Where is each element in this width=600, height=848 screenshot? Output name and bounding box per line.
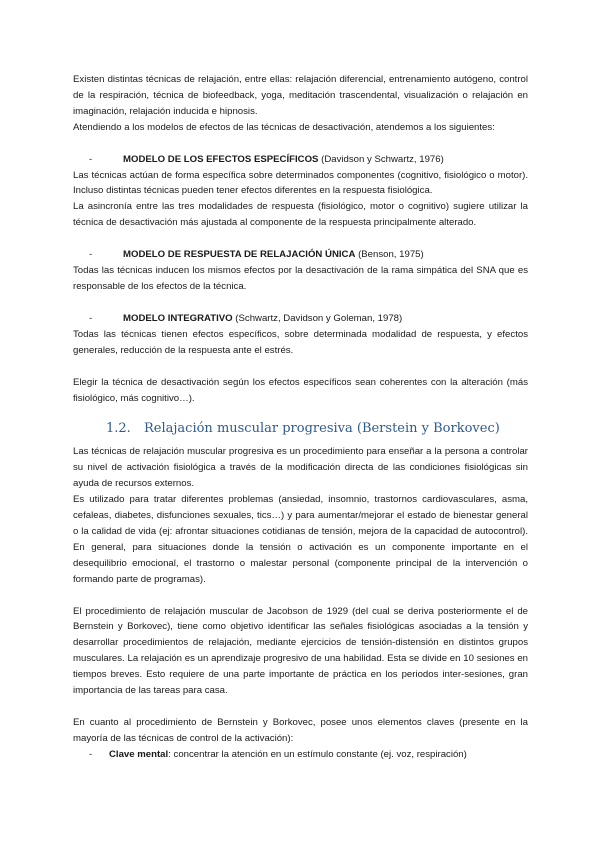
bullet-dash: - xyxy=(89,153,93,165)
model-heading-specific xyxy=(73,152,528,168)
bullet-dash: - xyxy=(89,249,93,261)
model-title: MODELO INTEGRATIVO xyxy=(123,312,233,324)
model-citation: (Schwartz, Davidson y Goleman, 1978) xyxy=(235,312,403,324)
model-title: MODELO DE RESPUESTA DE RELAJACIÓN ÚNICA xyxy=(123,249,356,261)
list-item-label: Clave mental xyxy=(109,748,169,760)
model-description: Todas las técnicas tienen efectos específicos, sobre determinada modalidad de respuesta, y efectos generales, reducción de la respuesta ante el estrés. xyxy=(73,328,528,356)
model-title: MODELO DE LOS EFECTOS ESPECÍFICOS xyxy=(123,153,319,165)
model-description: La asincronía entre las tres modalidades de respuesta (fisiológico, motor o cognitivo) sugiere utilizar la técnica de desactivación más ajustada al componente de la respuesta principalmente alterado. xyxy=(73,201,528,229)
choose-paragraph: Elegir la técnica de desactivación según los efectos específicos sean coherentes con la alteración (más fisiológico, más cognitivo…). xyxy=(73,376,528,404)
list-item-text: : concentrar la atención en un estímulo constante (ej. voz, respiración) xyxy=(168,748,467,760)
bullet-dash: - xyxy=(89,312,93,324)
intro-lead-paragraph: Atendiendo a los modelos de efectos de las técnicas de desactivación, atendemos a los siguientes: xyxy=(73,121,495,133)
body-paragraph: Es utilizado para tratar diferentes problemas (ansiedad, insomnio, trastornos cardiovasculares, asma, cefaleas, diabetes, disfunciones sexuales, tics…) y para aumentar/mejorar el estado de bienestar general o la calidad de vida (ej: afrontar situaciones cotidianas de tensión, mejora de la capacidad de autocontrol). En general, para situaciones donde la tensión o activación es un componente importante en el desequilibrio emocional, el trastorno o malestar personal (componente principal de la intervención o formando parte de programas). xyxy=(73,494,528,585)
section-number: 1.2. xyxy=(106,421,131,437)
bullet-dash: - xyxy=(89,748,93,760)
body-paragraph: El procedimiento de relajación muscular de Jacobson de 1929 (del cual se deriva posteriormente el de Bernstein y Borkovec), tiene como objetivo identificar las señales fisiológicas asociadas a la tensión y desarrollar procedimientos de relajación, mediante ejercicios de tensión-distensión en distintos grupos musculares. La relajación es un aprendizaje progresivo de una habilidad. Esta se divide en 10 sesiones en tiempos breves. Esto requiere de una parte importante de práctica en los periodos inter-sesiones, gran importancia de las tareas para casa. xyxy=(73,605,528,697)
body-paragraph: Las técnicas de relajación muscular progresiva es un procedimiento para enseñar a la persona a controlar su nivel de activación fisiológica a través de la modificación directa de las condiciones fisiológicas sin ayuda de recursos externos. xyxy=(73,446,528,490)
section-heading xyxy=(106,420,528,438)
model-citation: (Davidson y Schwartz, 1976) xyxy=(321,153,444,165)
intro-paragraph: Existen distintas técnicas de relajación, entre ellas: relajación diferencial, entrenamiento autógeno, control de la respiración, técnica de biofeedback, yoga, meditación trascendental, visualización o relajación en imaginación, relajación inducida e hipnosis. xyxy=(73,74,528,117)
model-description: Las técnicas actúan de forma específica sobre determinados componentes (cognitivo, fisiológico o motor). Incluso distintas técnicas pueden tener efectos diferentes en la respuesta fisiológica. xyxy=(73,169,528,197)
model-description: Todas las técnicas inducen los mismos efectos por la desactivación de la rama simpática del SNA que es responsable de los efectos de la técnica. xyxy=(73,265,528,292)
body-paragraph: En cuanto al procedimiento de Bernstein y Borkovec, posee unos elementos claves (presente en la mayoría de las técnicas de control de la activación): xyxy=(73,717,528,744)
section-title: Relajación muscular progresiva (Berstein y Borkovec) xyxy=(144,421,500,437)
model-citation: (Benson, 1975) xyxy=(358,249,424,261)
model-heading-unique xyxy=(73,247,528,263)
list-item xyxy=(73,747,528,763)
model-heading-integrative xyxy=(73,311,528,327)
